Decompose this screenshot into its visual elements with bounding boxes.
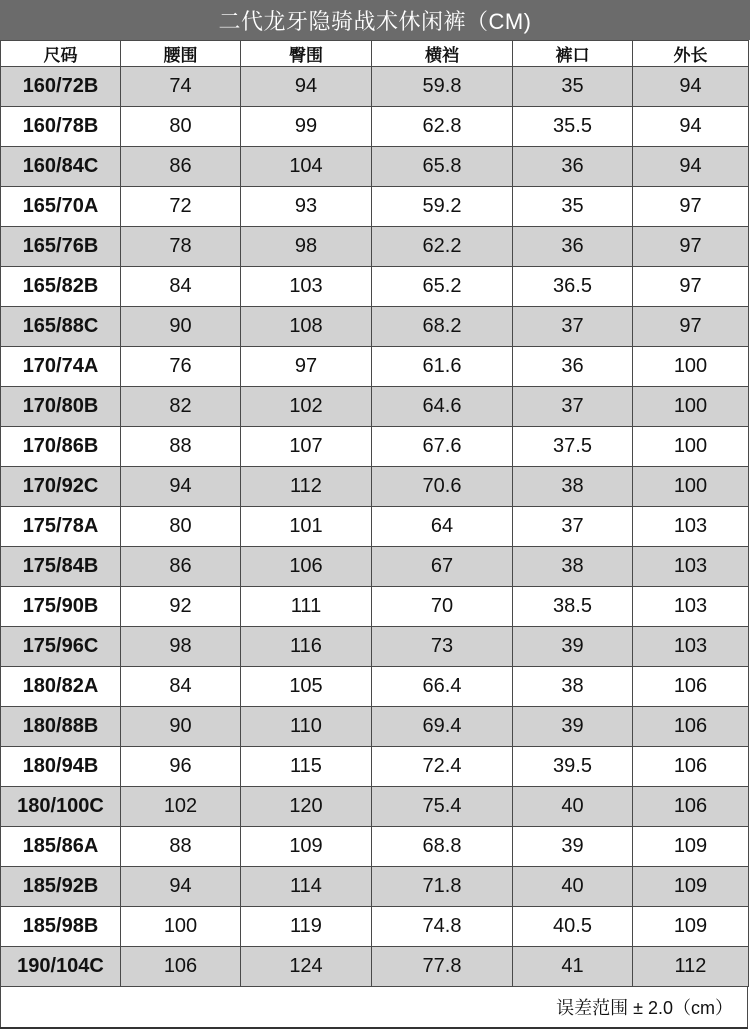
cell-hip: 110 xyxy=(241,707,372,747)
cell-length: 106 xyxy=(633,707,749,747)
cell-hip: 119 xyxy=(241,907,372,947)
table-row xyxy=(1,667,749,707)
cell-waist: 84 xyxy=(121,267,241,307)
cell-thigh: 70.6 xyxy=(372,467,513,507)
cell-size: 170/86B xyxy=(1,427,121,467)
tolerance-note: 误差范围 ± 2.0（cm） xyxy=(556,998,733,1018)
table-body xyxy=(1,67,749,987)
cell-hip: 99 xyxy=(241,107,372,147)
table-row xyxy=(1,267,749,307)
cell-waist: 96 xyxy=(121,747,241,787)
cell-hip: 106 xyxy=(241,547,372,587)
cell-hem: 40 xyxy=(513,867,633,907)
cell-hem: 35 xyxy=(513,67,633,107)
cell-thigh: 66.4 xyxy=(372,667,513,707)
header-hip: 臀围 xyxy=(241,41,372,67)
table-row xyxy=(1,707,749,747)
cell-hip: 115 xyxy=(241,747,372,787)
cell-thigh: 59.8 xyxy=(372,67,513,107)
cell-thigh: 68.2 xyxy=(372,307,513,347)
cell-thigh: 71.8 xyxy=(372,867,513,907)
cell-hem: 37 xyxy=(513,387,633,427)
cell-waist: 82 xyxy=(121,387,241,427)
cell-waist: 98 xyxy=(121,627,241,667)
cell-thigh: 64.6 xyxy=(372,387,513,427)
table-row xyxy=(1,747,749,787)
cell-size: 165/76B xyxy=(1,227,121,267)
cell-length: 97 xyxy=(633,227,749,267)
cell-thigh: 75.4 xyxy=(372,787,513,827)
cell-length: 112 xyxy=(633,947,749,987)
cell-length: 103 xyxy=(633,547,749,587)
cell-hip: 108 xyxy=(241,307,372,347)
cell-waist: 100 xyxy=(121,907,241,947)
cell-thigh: 62.8 xyxy=(372,107,513,147)
cell-hip: 124 xyxy=(241,947,372,987)
table-row xyxy=(1,627,749,667)
cell-hem: 38 xyxy=(513,467,633,507)
cell-waist: 74 xyxy=(121,67,241,107)
cell-hip: 98 xyxy=(241,227,372,267)
cell-thigh: 64 xyxy=(372,507,513,547)
cell-thigh: 74.8 xyxy=(372,907,513,947)
table-row xyxy=(1,107,749,147)
header-length: 外长 xyxy=(633,41,749,67)
cell-waist: 86 xyxy=(121,547,241,587)
cell-hip: 103 xyxy=(241,267,372,307)
cell-length: 103 xyxy=(633,627,749,667)
cell-length: 100 xyxy=(633,427,749,467)
cell-hem: 37 xyxy=(513,307,633,347)
cell-size: 170/80B xyxy=(1,387,121,427)
cell-waist: 90 xyxy=(121,707,241,747)
cell-size: 185/92B xyxy=(1,867,121,907)
cell-length: 97 xyxy=(633,187,749,227)
cell-waist: 84 xyxy=(121,667,241,707)
cell-thigh: 59.2 xyxy=(372,187,513,227)
cell-hip: 101 xyxy=(241,507,372,547)
cell-hem: 35.5 xyxy=(513,107,633,147)
cell-length: 106 xyxy=(633,747,749,787)
cell-waist: 86 xyxy=(121,147,241,187)
cell-size: 175/84B xyxy=(1,547,121,587)
cell-hem: 41 xyxy=(513,947,633,987)
cell-waist: 88 xyxy=(121,827,241,867)
cell-length: 103 xyxy=(633,507,749,547)
cell-size: 165/70A xyxy=(1,187,121,227)
header-hem: 裤口 xyxy=(513,41,633,67)
cell-size: 185/98B xyxy=(1,907,121,947)
cell-hip: 93 xyxy=(241,187,372,227)
cell-hip: 105 xyxy=(241,667,372,707)
table-row xyxy=(1,427,749,467)
bottom-divider xyxy=(0,1027,748,1029)
cell-length: 94 xyxy=(633,67,749,107)
cell-length: 97 xyxy=(633,307,749,347)
cell-hem: 36.5 xyxy=(513,267,633,307)
cell-thigh: 73 xyxy=(372,627,513,667)
cell-length: 100 xyxy=(633,467,749,507)
cell-waist: 76 xyxy=(121,347,241,387)
cell-hem: 37.5 xyxy=(513,427,633,467)
cell-hip: 120 xyxy=(241,787,372,827)
cell-size: 170/92C xyxy=(1,467,121,507)
cell-size: 160/84C xyxy=(1,147,121,187)
cell-length: 103 xyxy=(633,587,749,627)
cell-size: 180/88B xyxy=(1,707,121,747)
table-row xyxy=(1,147,749,187)
cell-hip: 111 xyxy=(241,587,372,627)
cell-waist: 94 xyxy=(121,467,241,507)
table-row xyxy=(1,827,749,867)
cell-size: 175/78A xyxy=(1,507,121,547)
cell-hem: 36 xyxy=(513,347,633,387)
cell-size: 160/78B xyxy=(1,107,121,147)
cell-hem: 36 xyxy=(513,147,633,187)
cell-hem: 39 xyxy=(513,827,633,867)
table-row xyxy=(1,467,749,507)
table-row xyxy=(1,227,749,267)
header-waist: 腰围 xyxy=(121,41,241,67)
cell-hip: 112 xyxy=(241,467,372,507)
cell-hem: 37 xyxy=(513,507,633,547)
table-row xyxy=(1,867,749,907)
header-row xyxy=(1,41,749,67)
cell-waist: 90 xyxy=(121,307,241,347)
table-row xyxy=(1,787,749,827)
cell-length: 94 xyxy=(633,147,749,187)
header-size: 尺码 xyxy=(1,41,121,67)
cell-thigh: 70 xyxy=(372,587,513,627)
cell-hip: 116 xyxy=(241,627,372,667)
cell-thigh: 65.2 xyxy=(372,267,513,307)
table-row xyxy=(1,67,749,107)
cell-thigh: 67.6 xyxy=(372,427,513,467)
cell-size: 170/74A xyxy=(1,347,121,387)
cell-waist: 80 xyxy=(121,507,241,547)
cell-size: 165/82B xyxy=(1,267,121,307)
cell-hem: 40.5 xyxy=(513,907,633,947)
cell-hem: 39.5 xyxy=(513,747,633,787)
cell-size: 165/88C xyxy=(1,307,121,347)
cell-size: 175/96C xyxy=(1,627,121,667)
cell-length: 94 xyxy=(633,107,749,147)
cell-length: 106 xyxy=(633,667,749,707)
cell-length: 109 xyxy=(633,827,749,867)
table-row xyxy=(1,947,749,987)
cell-thigh: 77.8 xyxy=(372,947,513,987)
cell-length: 106 xyxy=(633,787,749,827)
table-row xyxy=(1,507,749,547)
table-title: 二代龙牙隐骑战术休闲裤（CM) xyxy=(0,0,750,40)
size-chart-table xyxy=(0,40,749,987)
cell-hem: 39 xyxy=(513,707,633,747)
cell-length: 97 xyxy=(633,267,749,307)
table-footer xyxy=(0,986,748,1028)
cell-size: 185/86A xyxy=(1,827,121,867)
cell-hem: 40 xyxy=(513,787,633,827)
cell-hem: 38 xyxy=(513,667,633,707)
cell-size: 180/100C xyxy=(1,787,121,827)
cell-hip: 107 xyxy=(241,427,372,467)
cell-hem: 35 xyxy=(513,187,633,227)
cell-hip: 109 xyxy=(241,827,372,867)
cell-hip: 97 xyxy=(241,347,372,387)
cell-waist: 78 xyxy=(121,227,241,267)
cell-waist: 94 xyxy=(121,867,241,907)
cell-length: 100 xyxy=(633,387,749,427)
cell-waist: 72 xyxy=(121,187,241,227)
cell-size: 180/94B xyxy=(1,747,121,787)
cell-thigh: 62.2 xyxy=(372,227,513,267)
cell-thigh: 72.4 xyxy=(372,747,513,787)
cell-waist: 80 xyxy=(121,107,241,147)
cell-hem: 38 xyxy=(513,547,633,587)
cell-hem: 36 xyxy=(513,227,633,267)
cell-waist: 102 xyxy=(121,787,241,827)
cell-length: 109 xyxy=(633,907,749,947)
cell-thigh: 61.6 xyxy=(372,347,513,387)
table-row xyxy=(1,347,749,387)
table-row xyxy=(1,907,749,947)
cell-hip: 102 xyxy=(241,387,372,427)
table-row xyxy=(1,307,749,347)
header-thigh: 横裆 xyxy=(372,41,513,67)
cell-thigh: 68.8 xyxy=(372,827,513,867)
table-row xyxy=(1,547,749,587)
cell-hem: 39 xyxy=(513,627,633,667)
cell-size: 180/82A xyxy=(1,667,121,707)
cell-hip: 94 xyxy=(241,67,372,107)
table-row xyxy=(1,587,749,627)
table-row xyxy=(1,187,749,227)
cell-hip: 114 xyxy=(241,867,372,907)
cell-thigh: 65.8 xyxy=(372,147,513,187)
cell-thigh: 67 xyxy=(372,547,513,587)
cell-length: 109 xyxy=(633,867,749,907)
cell-size: 175/90B xyxy=(1,587,121,627)
cell-thigh: 69.4 xyxy=(372,707,513,747)
cell-waist: 92 xyxy=(121,587,241,627)
cell-hem: 38.5 xyxy=(513,587,633,627)
cell-waist: 106 xyxy=(121,947,241,987)
cell-length: 100 xyxy=(633,347,749,387)
cell-size: 160/72B xyxy=(1,67,121,107)
cell-size: 190/104C xyxy=(1,947,121,987)
cell-waist: 88 xyxy=(121,427,241,467)
cell-hip: 104 xyxy=(241,147,372,187)
table-row xyxy=(1,387,749,427)
